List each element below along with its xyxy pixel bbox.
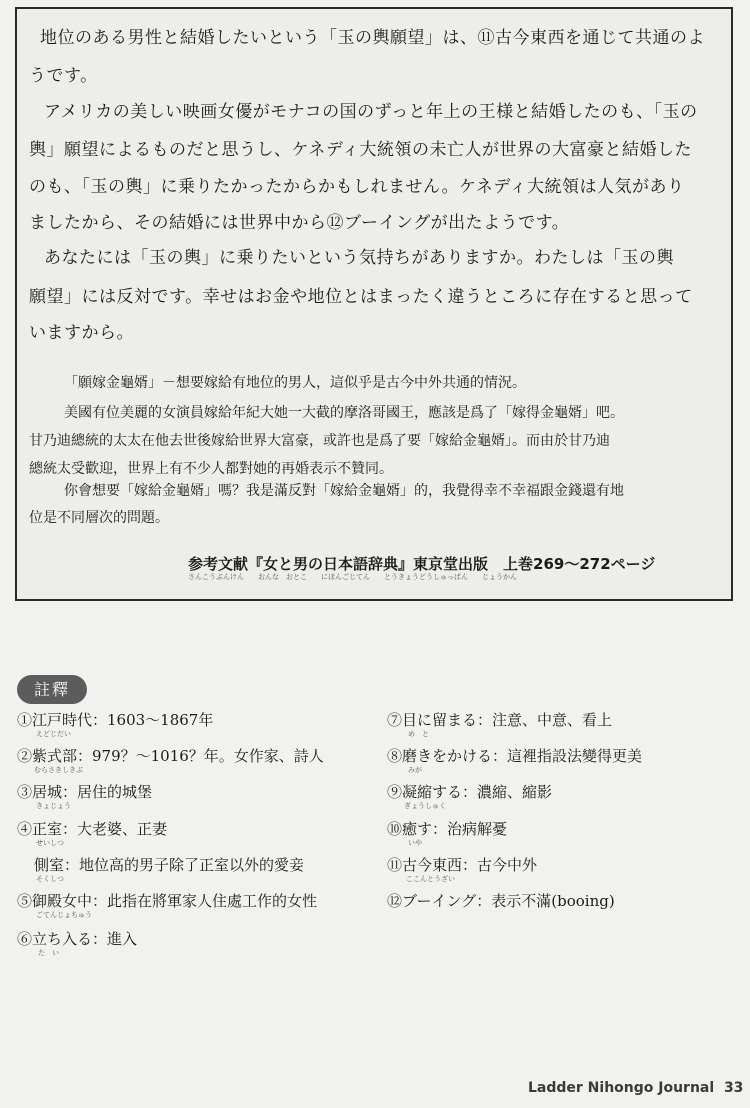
note-item: ⑦目に留まる：注意、中意、看上: [387, 711, 613, 729]
note-item: ⑩癒す：治病解憂: [387, 820, 508, 838]
note-ruby: め と: [408, 730, 429, 738]
jp-line: のも、「玉の輿」に乗りたかったからかもしれません。ケネディ大統領は人気があり: [29, 177, 685, 197]
note-ruby: みが: [408, 766, 422, 774]
jp-line: うです。: [29, 66, 98, 86]
note-ruby: ぎょうしゅく: [404, 802, 446, 810]
jp-line: アメリカの美しい映画女優がモナコの国のずっと年上の王様と結婚したのも、「玉の: [44, 102, 698, 122]
note-ruby: むらさきしきぶ: [34, 766, 83, 774]
page-number: 33: [723, 1080, 744, 1096]
zh-line: 美國有位美麗的女演員嫁給年紀大她一大截的摩洛哥國王，應該是爲了「嫁得金龜婿」吧。: [64, 405, 624, 421]
note-ruby: せいしつ: [36, 839, 64, 847]
jp-line: いますから。: [29, 323, 134, 343]
note-ruby: いや: [408, 839, 422, 847]
zh-line: 「願嫁金龜婿」－想要嫁給有地位的男人，這似乎是古今中外共通的情況。: [64, 375, 526, 391]
jp-line: あなたには「玉の輿」に乗りたいという気持ちがありますか。わたしは「玉の輿: [44, 248, 674, 268]
note-item: ④正室：大老婆、正妻: [17, 820, 168, 838]
note-ruby: ごてんじょちゅう: [36, 911, 92, 919]
note-ruby: ここんとうざい: [406, 875, 455, 883]
zh-line: 位是不同層次的問題。: [29, 510, 169, 526]
jp-line: 願望」には反対です。幸せはお金や地位とはまったく違うところに存在すると思って: [29, 287, 693, 307]
note-item: ⑧磨きをかける：這裡指設法變得更美: [387, 747, 643, 765]
note-item: 側室：地位高的男子除了正室以外的愛妾: [34, 856, 305, 874]
zh-line: 你會想要「嫁給金龜婿」嗎？我是滿反對「嫁給金龜婿」的，我覺得幸不幸福跟金錢還有地: [64, 483, 624, 499]
note-item: ③居城：居住的城堡: [17, 783, 153, 801]
note-item: ⑫ブーイング：表示不滿(booing): [387, 892, 615, 910]
zh-line: 甘乃迪總統的太太在他去世後嫁給世界大富豪，或許也是爲了要「嫁給金龜婿」。而由於甘乃迪: [29, 433, 610, 449]
journal-name: Ladder Nihongo Journal: [528, 1080, 715, 1096]
notes-label: 註釋: [17, 675, 87, 704]
note-ruby: えどじだい: [36, 730, 71, 738]
note-ruby: た い: [38, 949, 59, 957]
jp-line: ましたから、その結婚には世界中から⑫ブーイングが出たようです。: [29, 213, 570, 233]
jp-line: 輿」願望によるものだと思うし、ケネディ大統領の未亡人が世界の大富豪と結婚した: [29, 140, 692, 160]
reference-citation: 参考文献『女と男の日本語辞典』東京堂出版 上巻269～272ページ: [188, 555, 656, 573]
note-item: ①江戸時代：1603～1867年: [17, 711, 214, 729]
note-item: ⑥立ち入る：進入: [17, 930, 138, 948]
page-footer: [528, 1080, 743, 1096]
note-item: ②紫式部：979？～1016？年。女作家、詩人: [17, 747, 324, 765]
note-ruby: きょじょう: [36, 802, 71, 810]
note-item: ⑨凝縮する：濃縮、縮影: [387, 783, 553, 801]
jp-line: 地位のある男性と結婚したいという「玉の輿願望」は、⑪古今東西を通じて共通のよ: [40, 28, 705, 48]
note-ruby: そくしつ: [36, 875, 64, 883]
reference-ruby: さんこうぶんけん おんな おとこ にほんごじてん とうきょうどうしゅっぱん じょうかん: [188, 573, 517, 581]
note-item: ⑪古今東西：古今中外: [387, 856, 538, 874]
zh-line: 總統太受歡迎，世界上有不少人都對她的再婚表示不贊同。: [29, 461, 393, 477]
note-item: ⑤御殿女中：此指在將軍家人住處工作的女性: [17, 892, 318, 910]
